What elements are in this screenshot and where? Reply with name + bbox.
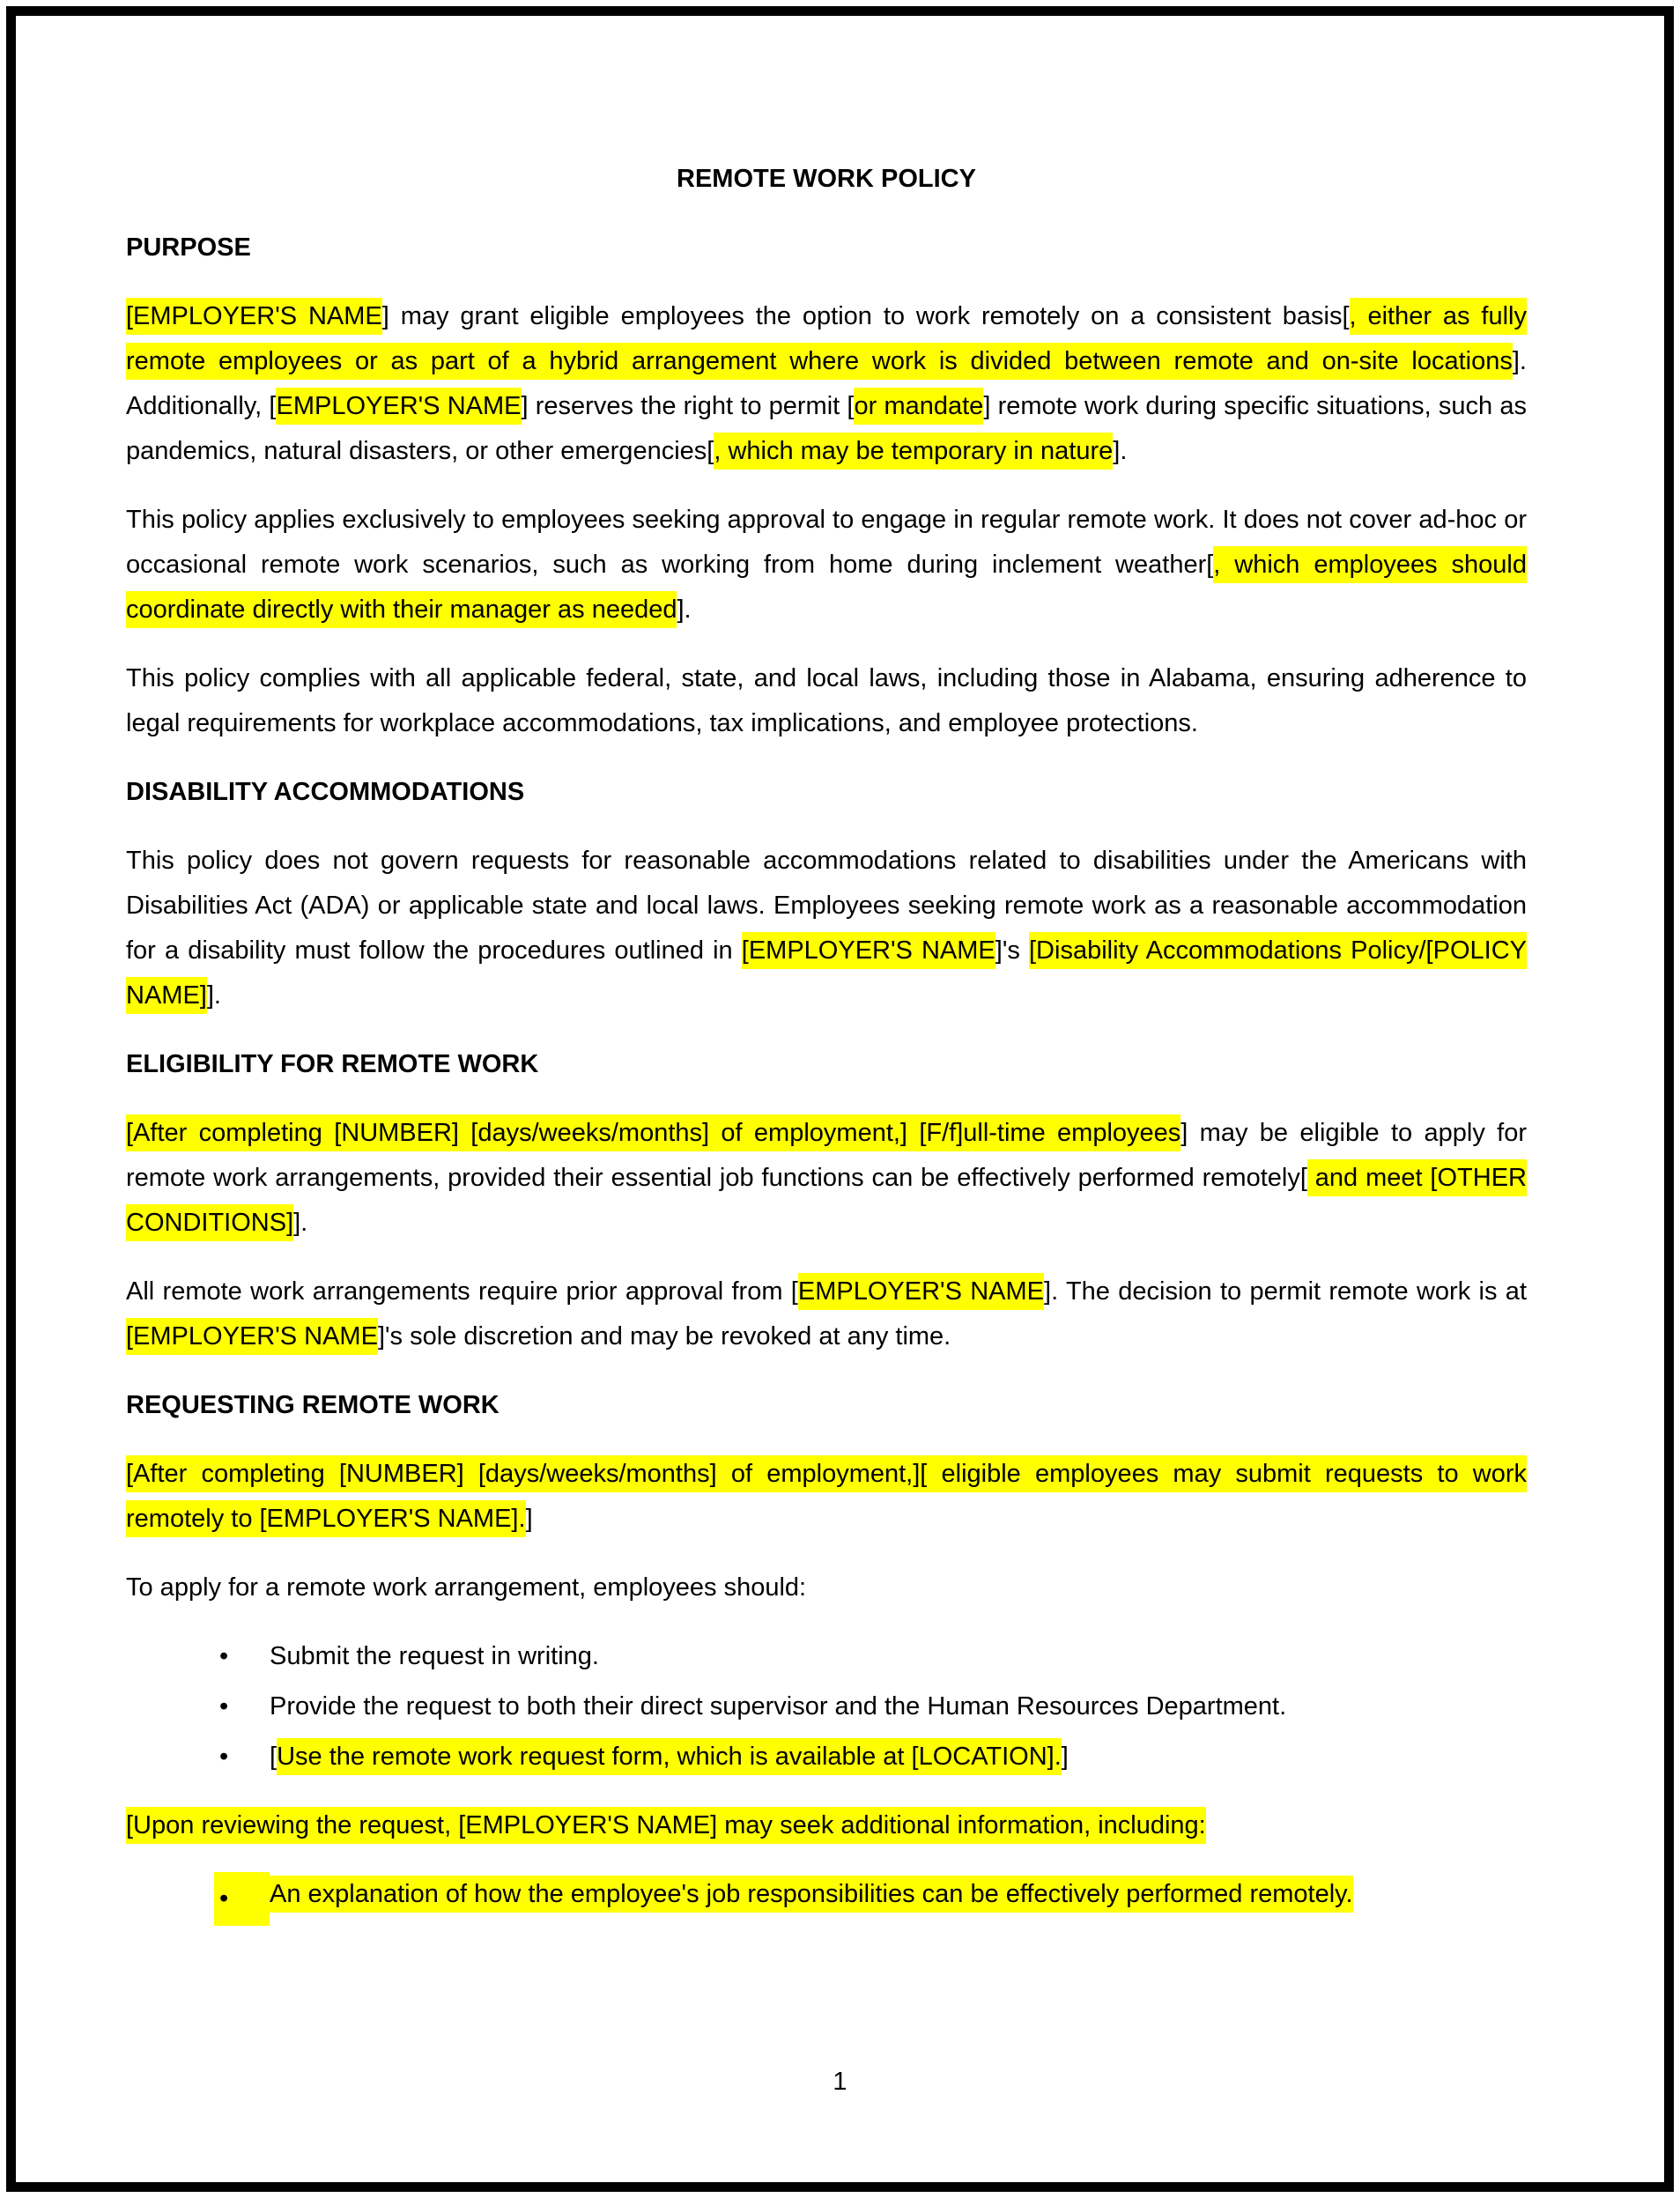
text-segment: [ [270,1743,278,1771]
text-segment: ]. [1113,437,1128,465]
text-segment: ] may grant eligible employees the option to work remotely on a consistent basis[ [381,302,1350,330]
list-item [126,1684,1527,1729]
bullet-icon: • [214,1872,270,1926]
text-segment: This policy complies with all applicable federal, state, and local laws, including those in Alabama, ensuring adherence to legal requirements for workplace accommodations, tax implications, and employee protections. [126,664,1527,737]
highlighted-segment: EMPLOYER'S NAME [276,388,521,425]
bullet-list [126,1872,1527,1917]
highlighted-segment: or mandate [854,388,983,425]
section-heading: DISABILITY ACCOMMODATIONS [126,778,525,806]
paragraph [126,839,1527,1018]
bullet-icon: • [219,1743,229,1771]
text-segment: ]. The decision to permit remote work is at [1044,1277,1527,1306]
list-item [126,1634,1527,1679]
paragraph [126,294,1527,474]
highlighted-segment: and meet [OTHER CONDITIONS] [126,1159,1527,1241]
text-segment: This policy does not govern requests for reasonable accommodations related to disabilities under the Americans with Disabilities Act (ADA) or applicable state and local laws. Employees seeking remote work as a reasonable accommodation for a disability must follow the procedures outlined in [126,847,1527,965]
document-title: REMOTE WORK POLICY [677,165,976,193]
section-heading: ELIGIBILITY FOR REMOTE WORK [126,1050,539,1078]
text-segment: ]. Additionally, [ [126,347,1527,420]
text-segment: All remote work arrangements require prior approval from [ [126,1277,798,1306]
text-segment: ]. [677,596,692,624]
document-body [126,226,1527,1917]
highlighted-segment: An explanation of how the employee's job responsibilities can be effectively performed remotely. [270,1876,1353,1913]
page-number: 1 [833,2068,847,2096]
list-item-text [270,1642,599,1670]
paragraph [126,1565,1527,1610]
highlighted-segment: [Disability Accommodations Policy/[POLICY NAME] [126,932,1527,1014]
highlighted-segment: , either as fully remote employees or as part of a hybrid arrangement where work is divided between remote and on-site locations [126,298,1527,380]
text-segment: ]. [293,1209,308,1237]
text-segment: ]'s sole discretion and may be revoked at any time. [377,1322,951,1351]
bullet-list [126,1634,1527,1780]
text-segment: ] may be eligible to apply for remote work arrangements, provided their essential job functions can be effectively performed remotely[ [126,1119,1527,1192]
paragraph [126,1269,1527,1359]
highlighted-segment: Use the remote work request form, which is available at [LOCATION]. [277,1738,1062,1775]
paragraph [126,1111,1527,1246]
text-segment: ]'s [995,936,1029,965]
list-item-text [270,1738,1069,1775]
text-segment: ] [1061,1743,1069,1771]
highlighted-segment: , which employees should coordinate directly with their manager as needed [126,546,1527,628]
page-content [126,157,1527,1941]
paragraph [126,498,1527,633]
highlighted-segment: [EMPLOYER'S NAME [126,1318,378,1355]
paragraph [126,1452,1527,1542]
text-segment: ]. [206,981,221,1010]
list-item-text [270,1692,1286,1721]
list-item-text [270,1876,1353,1913]
bullet-icon: • [219,1642,229,1670]
text-segment: This policy applies exclusively to employees seeking approval to engage in regular remote work. It does not cover ad-hoc or occasional remote work scenarios, such as working from home during inclement weather[ [126,506,1527,579]
text-segment: Provide the request to both their direct supervisor and the Human Resources Department. [270,1692,1287,1721]
text-segment: ] reserves the right to permit [ [521,392,855,420]
highlighted-segment: [Upon reviewing the request, [EMPLOYER'S NAME] may seek additional information, including: [126,1807,1206,1844]
text-segment: ] [525,1505,533,1533]
text-segment: ] remote work during specific situations, such as pandemics, natural disasters, or other emergencies[ [126,392,1527,465]
highlighted-segment: [After completing [NUMBER] [days/weeks/months] of employment,][ eligible employees may submit requests to work remotely to [EMPLOYER'S NAME]. [126,1455,1527,1537]
paragraph [126,1803,1527,1848]
paragraph [126,656,1527,746]
bullet-icon: • [219,1692,229,1721]
highlighted-segment: EMPLOYER'S NAME [798,1273,1044,1310]
text-segment: Submit the request in writing. [270,1642,599,1670]
highlighted-segment: [EMPLOYER'S NAME [742,932,995,969]
text-segment: To apply for a remote work arrangement, employees should: [126,1573,807,1602]
section-heading: PURPOSE [126,233,251,262]
highlighted-segment: [After completing [NUMBER] [days/weeks/months] of employment,] [F/f]ull-time employees [126,1114,1180,1151]
list-item [126,1872,1527,1917]
highlighted-segment: , which may be temporary in nature [714,433,1113,470]
section-heading: REQUESTING REMOTE WORK [126,1391,500,1419]
highlighted-segment: [EMPLOYER'S NAME [126,298,382,335]
list-item [126,1735,1527,1780]
